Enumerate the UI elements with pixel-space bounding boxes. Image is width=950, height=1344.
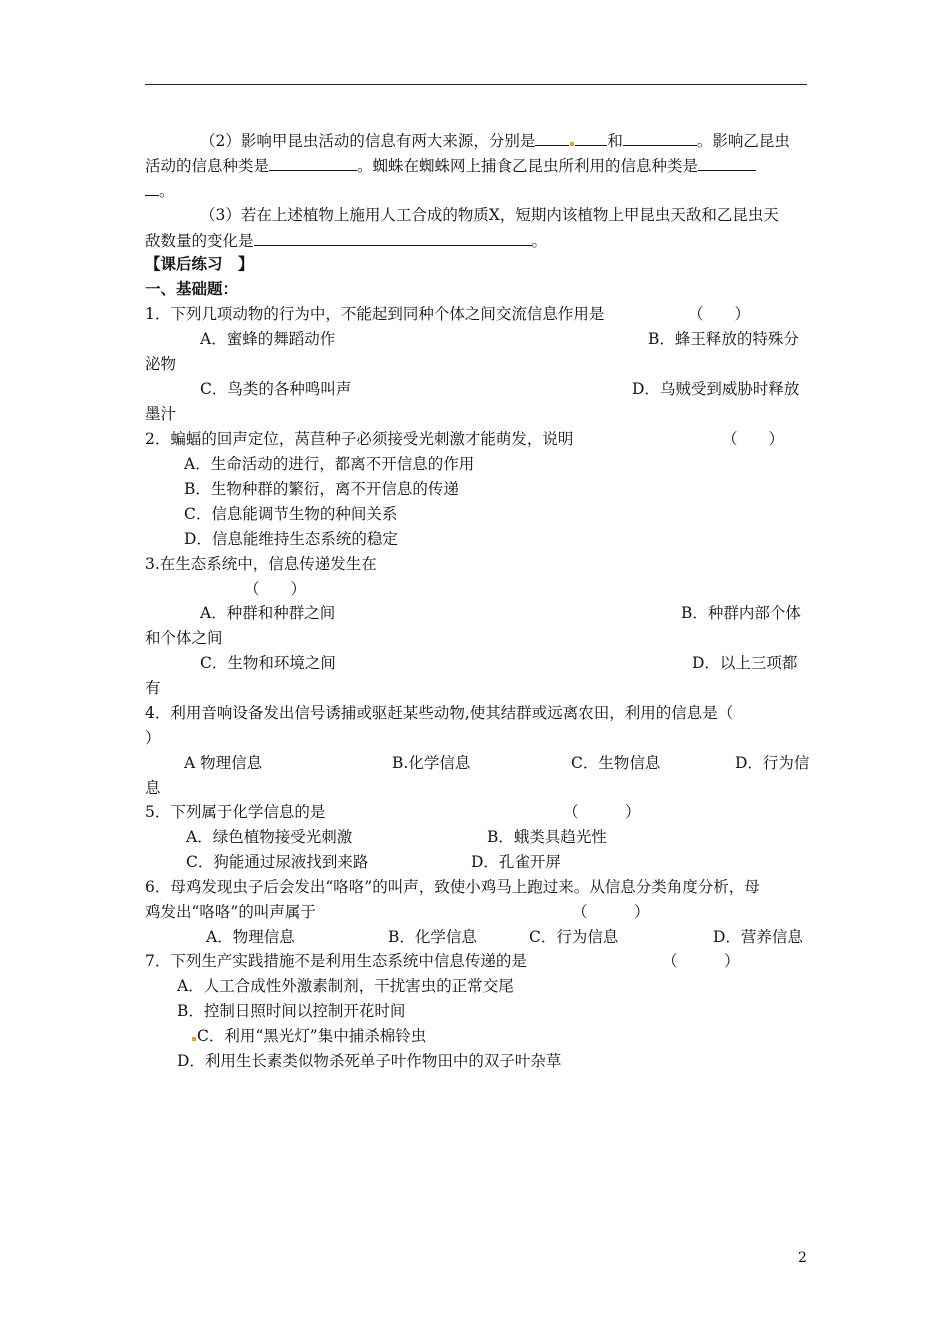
answer-blank[interactable]: [145, 180, 159, 196]
q2-stem: 2．蝙蝠的回声定位，莴苣种子必须接受光刺激才能萌发，说明: [145, 430, 574, 448]
highlight-mark: [570, 142, 574, 146]
q3-option-c[interactable]: C．生物和环境之间: [200, 654, 336, 672]
q6-stem-wrap: 鸡发出“咯咯”的叫声属于: [145, 903, 316, 921]
q5-option-d[interactable]: D．孔雀开屏: [471, 853, 561, 871]
q3-option-b[interactable]: B．种群内部个体: [681, 604, 801, 622]
sec2-line3: 。: [145, 180, 175, 201]
q2-option-d[interactable]: D．信息能维持生态系统的稳定: [184, 530, 398, 548]
basic-heading: 一、基础题：: [145, 280, 239, 298]
q1-option-b[interactable]: B．蜂王释放的特殊分: [648, 330, 799, 348]
answer-blank[interactable]: [698, 155, 756, 171]
answer-blank[interactable]: [535, 130, 569, 146]
header-rule: [145, 84, 807, 85]
q5-option-a[interactable]: A．绿色植物接受光刺激: [186, 828, 353, 846]
answer-blank[interactable]: [254, 230, 532, 246]
q5-option-c[interactable]: C．狗能通过尿液找到来路: [186, 853, 369, 871]
sec3-line2: 敌数量的变化是 。: [145, 232, 548, 250]
q6-option-b[interactable]: B．化学信息: [388, 928, 477, 946]
q3-stem: 3.在生态系统中，信息传递发生在: [145, 555, 377, 573]
q3-option-a[interactable]: A．种群和种群之间: [200, 604, 336, 622]
q5-option-b[interactable]: B．蛾类具趋光性: [487, 828, 607, 846]
sec2-line2: 活动的信息种类是 。蜘蛛在蜘蛛网上捕食乙昆虫所利用的信息种类是: [145, 155, 756, 176]
practice-heading: 【课后练习 】: [145, 255, 254, 273]
q4-option-d-wrap: 息: [145, 779, 161, 797]
page-number: 2: [798, 1250, 807, 1266]
sec2-line1: （2）影响甲昆虫活动的信息有两大来源，分别是 和 。影响乙昆虫: [200, 132, 790, 150]
answer-blank[interactable]: [623, 130, 697, 146]
q4-stem: 4．利用音响设备发出信号诱捕或驱赶某些动物,使其结群或远离农田，利用的信息是（: [145, 704, 734, 722]
q3-option-d[interactable]: D．以上三项都: [692, 654, 798, 672]
answer-blank[interactable]: [575, 130, 607, 146]
q7-option-b[interactable]: B．控制日照时间以控制开花时间: [177, 1002, 406, 1020]
q7-option-c[interactable]: C．利用“黑光灯”集中捕杀棉铃虫: [197, 1027, 427, 1045]
q6-option-c[interactable]: C．行为信息: [529, 928, 619, 946]
q2-answer-paren[interactable]: （ ）: [722, 430, 785, 448]
answer-blank[interactable]: [269, 155, 357, 171]
q6-answer-paren[interactable]: （ ）: [572, 903, 650, 921]
q2-option-b[interactable]: B．生物种群的繁衍，离不开信息的传递: [184, 480, 459, 498]
q4-option-d[interactable]: D．行为信: [735, 754, 810, 772]
q6-stem: 6．母鸡发现虫子后会发出“咯咯”的叫声，致使小鸡马上跑过来。从信息分类角度分析，母: [145, 878, 760, 896]
q1-answer-paren[interactable]: （ ）: [688, 305, 751, 323]
q3-option-b-wrap: 和个体之间: [145, 629, 223, 647]
q5-answer-paren[interactable]: （ ）: [563, 803, 641, 821]
q1-option-d[interactable]: D．乌贼受到威胁时释放: [632, 380, 800, 398]
q7-option-a[interactable]: A．人工合成性外激素制剂，干扰害虫的正常交尾: [177, 977, 514, 995]
q1-option-b-wrap: 泌物: [145, 355, 177, 373]
q6-option-d[interactable]: D．营养信息: [713, 928, 803, 946]
q1-option-d-wrap: 墨汁: [145, 405, 177, 423]
q2-option-a[interactable]: A．生命活动的进行，都离不开信息的作用: [184, 455, 475, 473]
q1-stem: 1．下列几项动物的行为中，不能起到同种个体之间交流信息作用是: [145, 305, 605, 323]
q7-answer-paren[interactable]: （ ）: [662, 952, 740, 970]
q1-option-a[interactable]: A．蜜蜂的舞蹈动作: [200, 330, 336, 348]
q7-stem: 7．下列生产实践措施不是利用生态系统中信息传递的是: [145, 952, 527, 970]
q6-option-a[interactable]: A．物理信息: [206, 928, 295, 946]
highlight-mark: [192, 1037, 196, 1041]
q3-option-d-wrap: 有: [145, 679, 161, 697]
q4-option-c[interactable]: C．生物信息: [571, 754, 661, 772]
q4-stem-wrap: ）: [145, 729, 161, 747]
q5-stem: 5．下列属于化学信息的是: [145, 803, 326, 821]
sec3-line1: （3）若在上述植物上施用人工合成的物质X，短期内该植物上甲昆虫天敌和乙昆虫天: [200, 206, 779, 224]
q2-option-c[interactable]: C．信息能调节生物的种间关系: [184, 505, 398, 523]
q7-option-d[interactable]: D．利用生长素类似物杀死单子叶作物田中的双子叶杂草: [177, 1052, 562, 1070]
q4-option-b[interactable]: B.化学信息: [392, 754, 471, 772]
q1-option-c[interactable]: C．鸟类的各种鸣叫声: [200, 380, 352, 398]
q7-option-c-row: [191, 1026, 426, 1046]
q3-answer-paren[interactable]: （ ）: [244, 580, 307, 598]
q4-option-a[interactable]: A 物理信息: [184, 754, 263, 772]
